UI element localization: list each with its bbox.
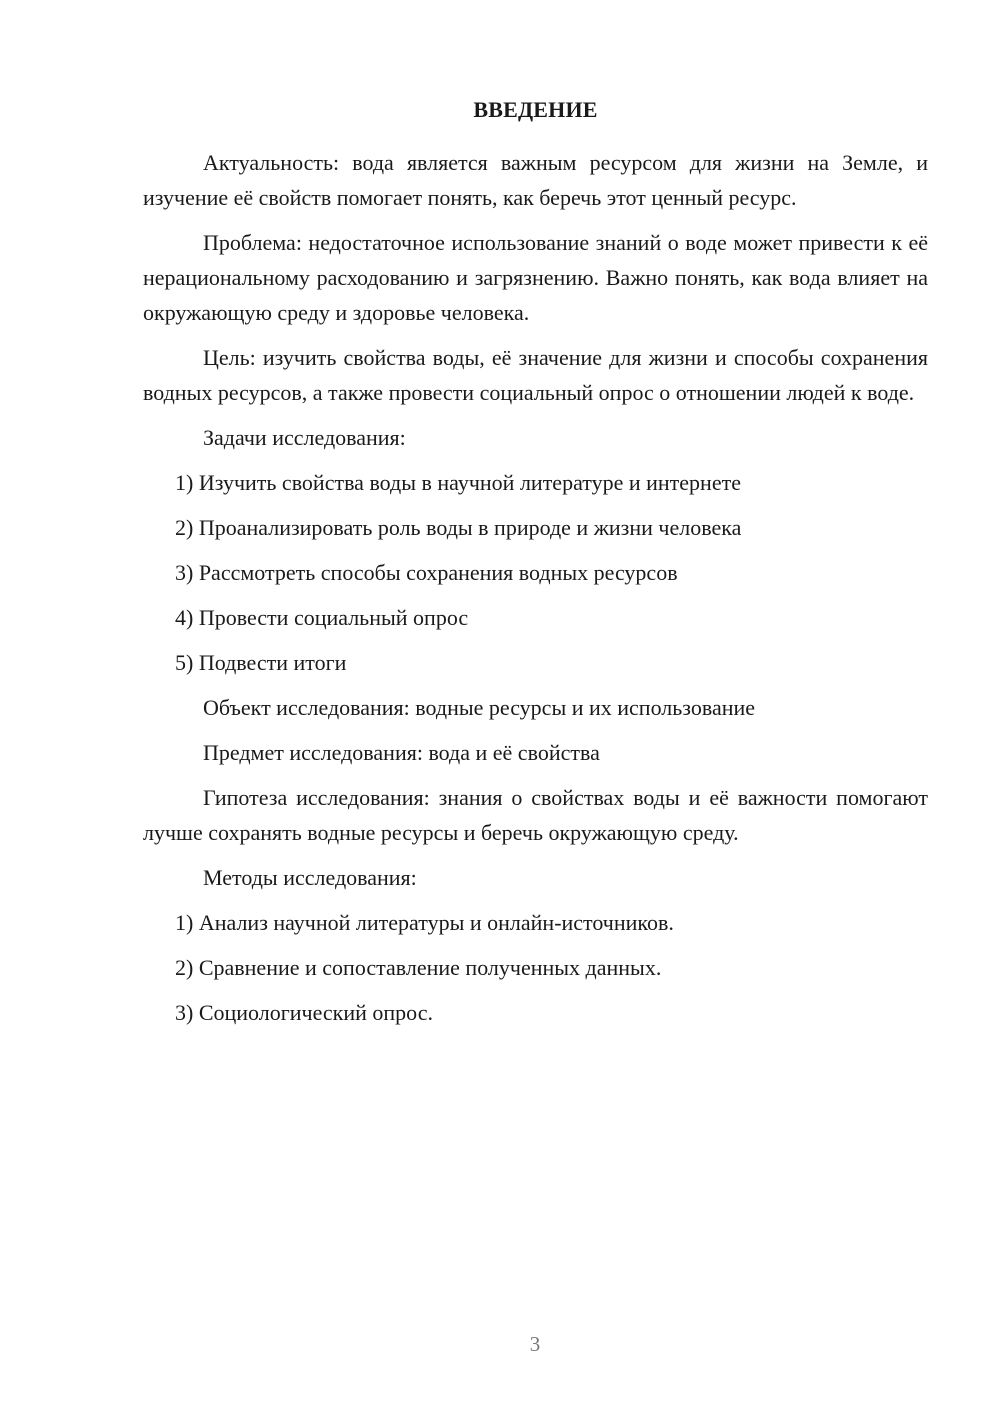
hypothesis-paragraph: Гипотеза исследования: знания о свойствах воды и её важности помогают лучше сохранять водные ресурсы и беречь окружающую среду. — [143, 785, 928, 845]
methods-title: Методы исследования: — [203, 865, 417, 890]
method-item: 1) Анализ научной литературы и онлайн-источников. — [175, 910, 674, 935]
tasks-list — [143, 465, 928, 680]
method-item: 2) Сравнение и сопоставление полученных данных. — [175, 955, 662, 980]
task-item: 5) Подвести итоги — [175, 650, 347, 675]
task-item: 3) Рассмотреть способы сохранения водных ресурсов — [175, 560, 678, 585]
subject-paragraph: Предмет исследования: вода и её свойства — [203, 740, 600, 765]
goal-paragraph: Цель: изучить свойства воды, её значение для жизни и способы сохранения водных ресурсов, а также провести социальный опрос о отношении людей к воде. — [143, 345, 928, 405]
relevance-paragraph: Актуальность: вода является важным ресурсом для жизни на Земле, и изучение её свойств помогает понять, как беречь этот ценный ресурс. — [143, 150, 928, 210]
method-item: 3) Социологический опрос. — [175, 1000, 433, 1025]
task-item: 1) Изучить свойства воды в научной литературе и интернете — [175, 470, 741, 495]
methods-list — [143, 905, 928, 1030]
document-page — [143, 95, 928, 1040]
task-item: 2) Проанализировать роль воды в природе и жизни человека — [175, 515, 742, 540]
problem-paragraph: Проблема: недостаточное использование знаний о воде может привести к её нерациональному расходованию и загрязнению. Важно понять, как вода влияет на окружающую среду и здоровье человека. — [143, 230, 928, 325]
tasks-title: Задачи исследования: — [203, 425, 406, 450]
page-number: 3 — [529, 1332, 541, 1356]
section-heading: ВВЕДЕНИЕ — [473, 97, 598, 122]
object-paragraph: Объект исследования: водные ресурсы и их использование — [203, 695, 756, 720]
task-item: 4) Провести социальный опрос — [175, 605, 469, 630]
